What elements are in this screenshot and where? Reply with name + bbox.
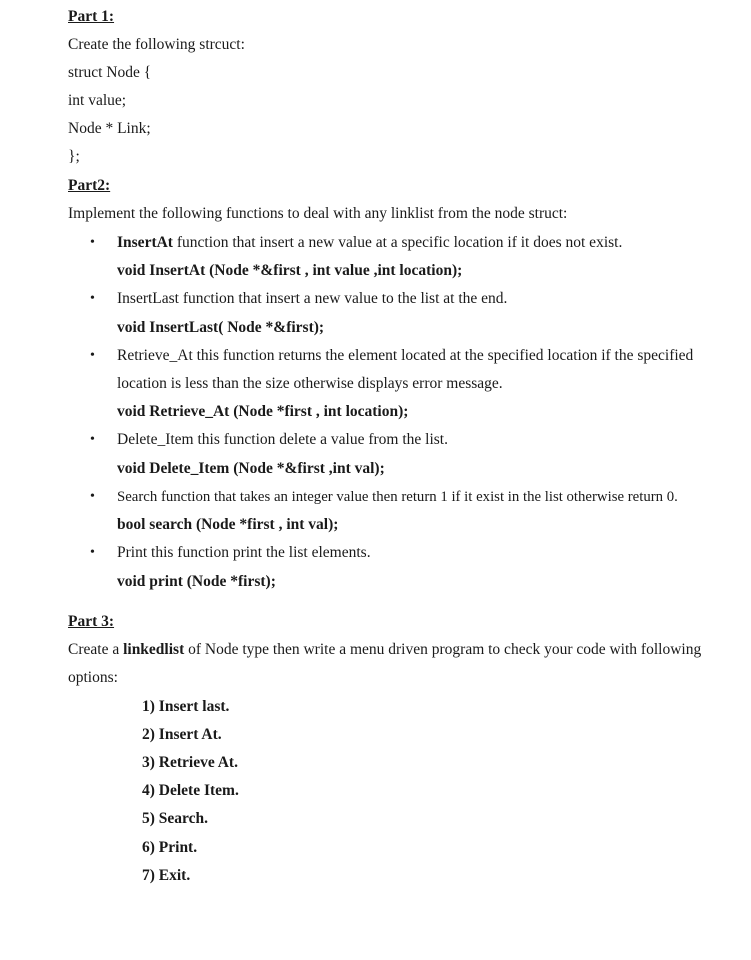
part3-intro-cont: options: xyxy=(68,669,118,686)
function-description-cont: location is less than the size otherwise displays error message. xyxy=(117,375,503,392)
function-description: Print this function print the list elements. xyxy=(117,544,371,561)
menu-option: 6) Print. xyxy=(142,839,198,856)
code-line: struct Node { xyxy=(68,64,152,81)
code-line: }; xyxy=(68,148,80,165)
bullet-icon: • xyxy=(90,348,95,363)
menu-option: 4) Delete Item. xyxy=(142,782,239,799)
function-signature: void InsertAt (Node *&first , int value ,int location); xyxy=(117,262,463,279)
function-description: InsertAt function that insert a new value at a specific location if it does not exist. xyxy=(117,234,623,251)
code-line: Node * Link; xyxy=(68,120,151,137)
bullet-icon: • xyxy=(90,545,95,560)
bullet-icon: • xyxy=(90,291,95,306)
menu-option: 3) Retrieve At. xyxy=(142,754,238,771)
menu-option: 1) Insert last. xyxy=(142,698,230,715)
part2-intro: Implement the following functions to deal with any linklist from the node struct: xyxy=(68,205,568,222)
function-description: InsertLast function that insert a new value to the list at the end. xyxy=(117,290,508,307)
function-description: Retrieve_At this function returns the element located at the specified location if the specified xyxy=(117,347,694,364)
part3-intro: Create a linkedlist of Node type then write a menu driven program to check your code with following xyxy=(68,641,702,658)
function-signature: void print (Node *first); xyxy=(117,573,276,590)
function-signature: bool search (Node *first , int val); xyxy=(117,516,339,533)
menu-option: 5) Search. xyxy=(142,810,209,827)
menu-option: 2) Insert At. xyxy=(142,726,222,743)
function-signature: void Retrieve_At (Node *first , int location); xyxy=(117,403,409,420)
bullet-icon: • xyxy=(90,235,95,250)
part3-heading: Part 3: xyxy=(68,613,115,630)
function-description: Search function that takes an integer value then return 1 if it exist in the list otherwise return 0. xyxy=(117,489,678,505)
code-line: int value; xyxy=(68,92,127,109)
function-signature: void InsertLast( Node *&first); xyxy=(117,319,325,336)
function-name: InsertAt xyxy=(117,234,173,251)
part1-intro: Create the following strcuct: xyxy=(68,36,245,53)
function-description: Delete_Item this function delete a value from the list. xyxy=(117,431,448,448)
part1-heading: Part 1: xyxy=(68,8,115,25)
part2-heading: Part2: xyxy=(68,177,111,194)
bullet-icon: • xyxy=(90,489,95,504)
menu-option: 7) Exit. xyxy=(142,867,191,884)
function-signature: void Delete_Item (Node *&first ,int val); xyxy=(117,460,385,477)
bullet-icon: • xyxy=(90,432,95,447)
